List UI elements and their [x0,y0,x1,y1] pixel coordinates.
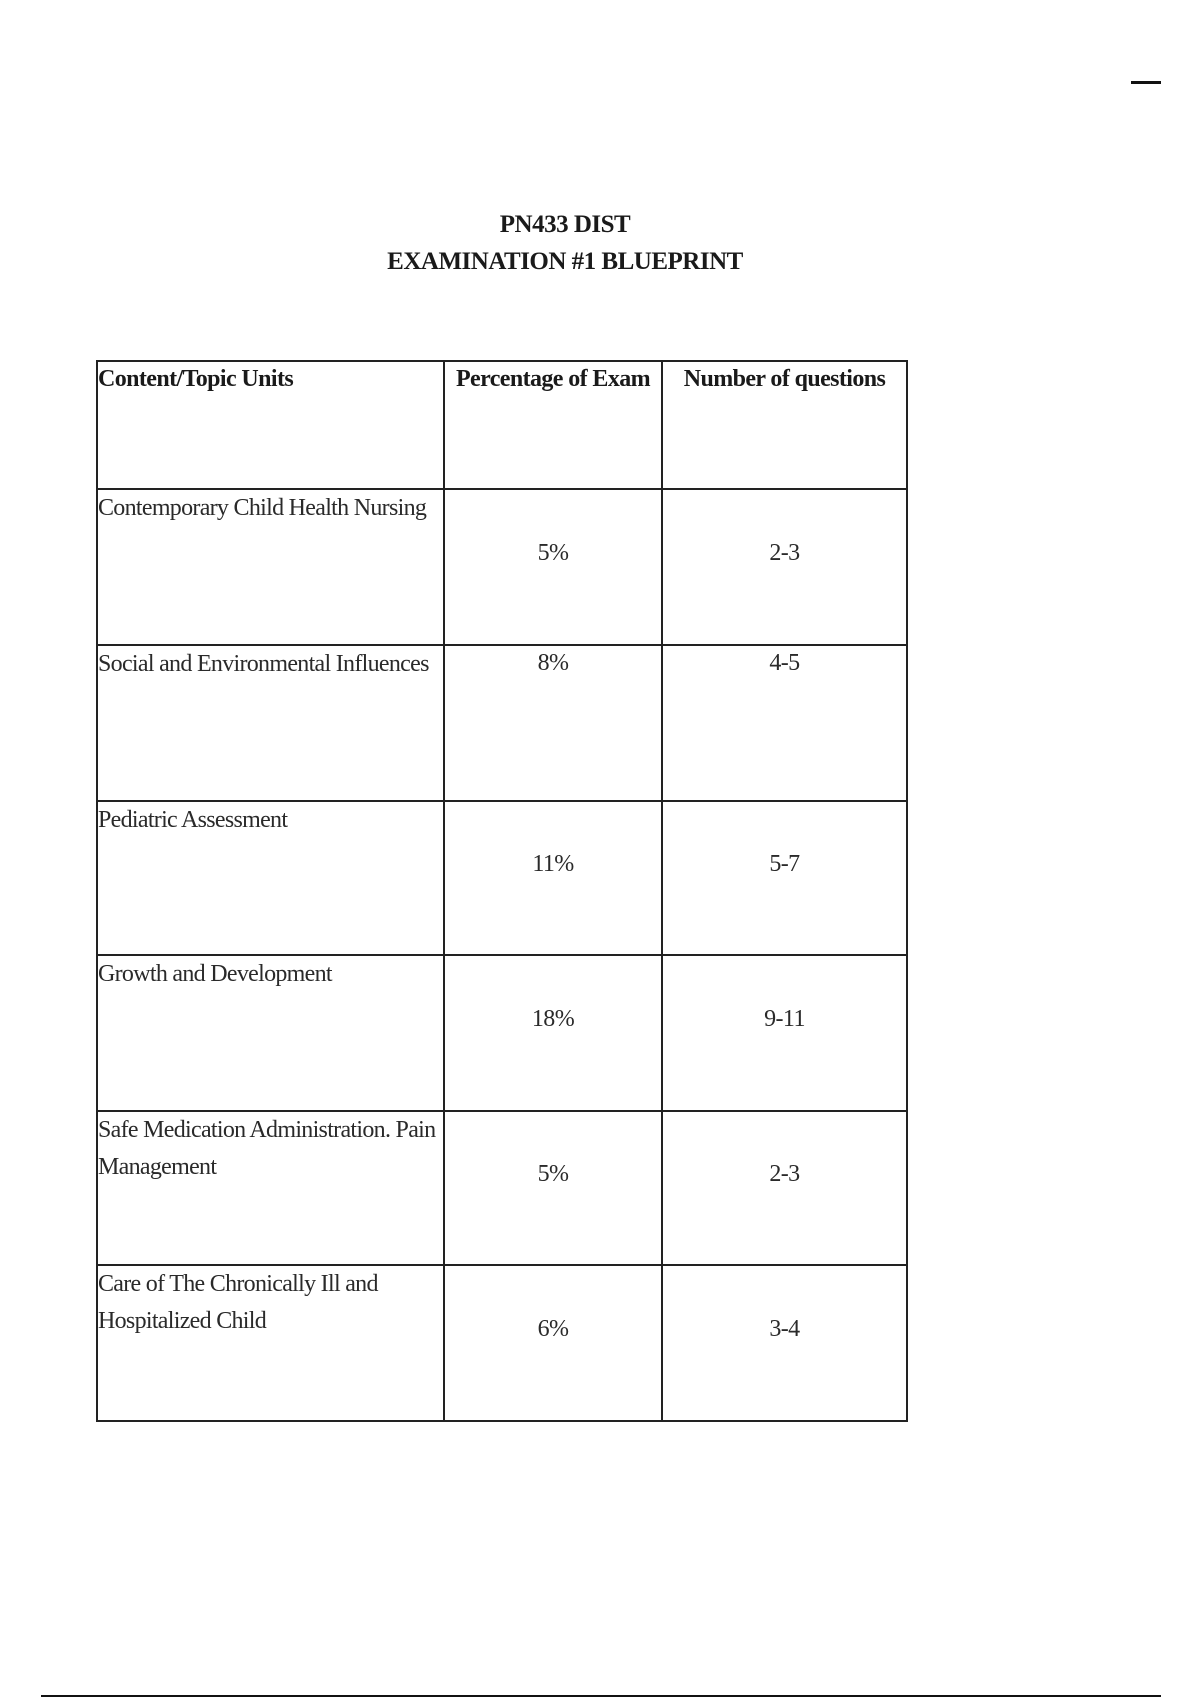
percentage-cell: 18% [444,955,662,1111]
questions-cell: 2-3 [662,1111,907,1265]
header-content-topic-units: Content/Topic Units [97,361,444,489]
exam-blueprint-table [96,360,908,1422]
table-header-row [97,361,907,489]
table-row [97,955,907,1111]
header-percentage-of-exam: Percentage of Exam [444,361,662,489]
header-number-of-questions: Number of questions [662,361,907,489]
questions-cell: 4-5 [662,645,907,801]
table-row [97,1111,907,1265]
percentage-cell: 5% [444,489,662,645]
document-title [0,206,1130,280]
page-bottom-rule [41,1695,1161,1697]
table-row [97,645,907,801]
percentage-cell: 5% [444,1111,662,1265]
topic-cell: Care of The Chronically Ill and Hospitalized Child [97,1265,444,1421]
table-row [97,489,907,645]
percentage-cell: 11% [444,801,662,955]
exam-blueprint-title: EXAMINATION #1 BLUEPRINT [387,248,743,275]
questions-cell: 2-3 [662,489,907,645]
course-code-title: PN433 DIST [499,211,631,238]
topic-cell: Contemporary Child Health Nursing [97,489,444,645]
table-row [97,1265,907,1421]
topic-cell: Pediatric Assessment [97,801,444,955]
topic-cell: Growth and Development [97,955,444,1111]
table-row [97,801,907,955]
questions-cell: 9-11 [662,955,907,1111]
percentage-cell: 6% [444,1265,662,1421]
questions-cell: 5-7 [662,801,907,955]
percentage-cell: 8% [444,645,662,801]
topic-cell: Social and Environmental Influences [97,645,444,801]
topic-cell: Safe Medication Administration. Pain Management [97,1111,444,1265]
page-corner-dash [1131,81,1161,84]
questions-cell: 3-4 [662,1265,907,1421]
